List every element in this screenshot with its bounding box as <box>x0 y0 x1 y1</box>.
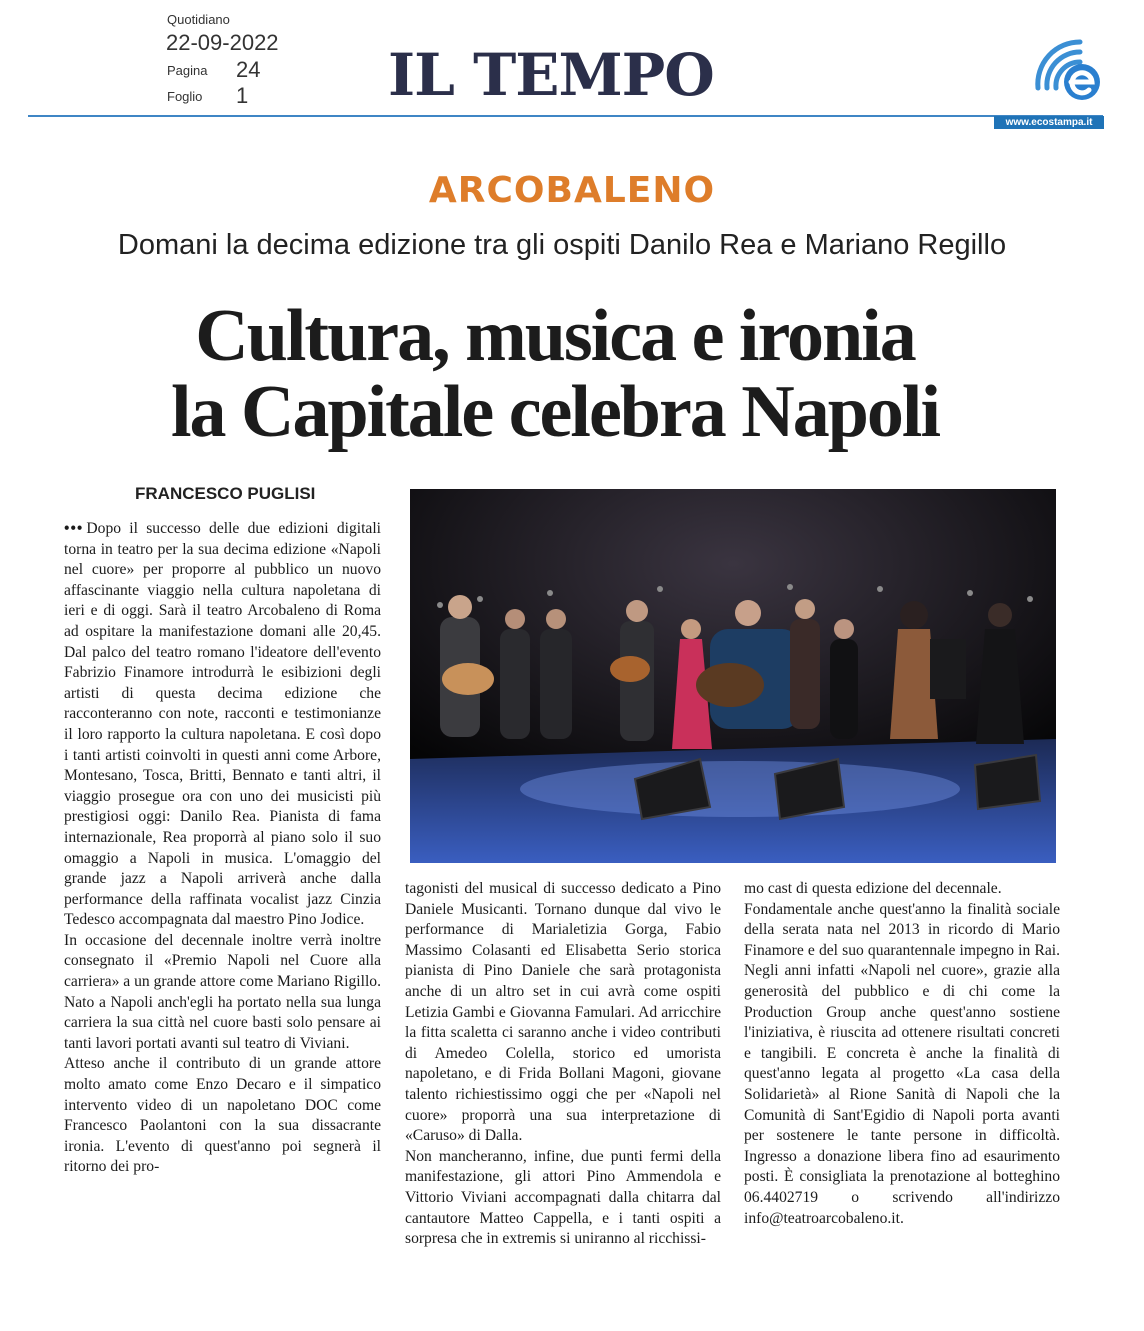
publication-date: 22-09-2022 <box>166 30 279 55</box>
sheet-label: Foglio <box>167 89 203 104</box>
headline-line-1: Cultura, musica e ironia <box>195 295 915 377</box>
paragraph-text: Dopo il successo delle due edizioni digitali torna in teatro per la sua decima edizione «Napoli nel cuore» per proporre al pubblico un nuovo affascinante viaggio nella cultura napoletana di ieri e di oggi. Sarà il teatro Arcobaleno di Roma ad ospitare la manifestazione domani alle 20,45. Dal palco del teatro romano l'ideatore dell'evento Fabrizio Finamore introdurrà le esibizioni degli artisti di questa decima edizione che racconteranno con note, racconti e testimonianze il loro rapporto la cultura napoletana. E così dopo i tanti artisti coinvolti in questi anni come Arbore, Montesano, Tosca, Britti, Bennato e tanti altri, il viaggio prosegue ora con uno dei musicisti più prestigiosi oggi: Danilo Rea. Pianista di fama internazionale, Rea proporrà al piano solo il suo omaggio a Napoli in musica. L'omaggio del grande jazz a Napoli arriverà anche dalla performance della raffinata vocalist jazz Cinzia Tedesco accompagnata dal maestro Pino Jodice. <box>64 520 381 929</box>
paragraph: Atteso anche il contributo di un grande attore molto amato come Enzo Decaro e il simpatico intervento video di un napoletano DOC come Francesco Paolantoni con la sua dissacrante ironia. L'evento di quest'anno poi segnerà il ritorno dei pro- <box>64 1055 381 1176</box>
article-kicker: ARCOBALENO <box>428 170 716 211</box>
sheet-number: 1 <box>236 83 249 108</box>
page-number: 24 <box>236 57 261 82</box>
article-subtitle: Domani la decima edizione tra gli ospiti Danilo Rea e Mariano Regillo <box>117 229 1007 261</box>
article-column-1 <box>64 519 381 1299</box>
paragraph: mo cast di questa edizione del decennale. <box>744 880 1002 897</box>
paragraph: Non mancheranno, infine, due punti fermi della manifestazione, gli attori Pino Ammendola e Vittorio Viviani accompagnati dalla chitarra dal cantautore Matteo Cappella, e i tanti ospiti a sorpresa che in extremis si uniranno al ricchissi- <box>405 1147 721 1248</box>
newspaper-masthead: IL TEMPO <box>388 41 714 109</box>
byline: FRANCESCO PUGLISI <box>135 484 316 503</box>
concert-stage-photo <box>410 489 1056 863</box>
article-column-3 <box>744 879 1060 1299</box>
paragraph: In occasione del decennale inoltre verrà inoltre consegnato il «Premio Napoli nel Cuore alla carriera» a un grande attore come Mariano Rigillo. Nato a Napoli anch'egli ha portato nella sua lunga carriera la sua città nel cuore basti solo pensare ai tanti lavori portati avanti sul teatro di Viviani. <box>64 931 381 1052</box>
ecostampa-url: www.ecostampa.it <box>994 116 1104 129</box>
headline-line-2: la Capitale celebra Napoli <box>170 371 940 453</box>
paragraph: tagonisti del musical di successo dedicato a Pino Daniele Musicanti. Tornano dunque dal vivo le performance di Marialetizia Gorga, Fabio Massimo Colasanti ed Elisabetta Serio storica pianista di Pino Daniele che sarà protagonista anche di un altro set in cui avrà come ospiti Letizia Gambi e Giovanna Famulari. Ad arricchire la fitta scaletta ci saranno anche i video contributi di Amedeo Colella, storico ed umorista napoletano, e di Frida Bollani Magoni, giovane talento richiestissimo oggi che per «Napoli nel cuore» proporrà una sua interpretazione di «Caruso» di Dalla. <box>405 880 721 1145</box>
header-rule <box>28 115 1103 117</box>
lead-marker: ••• <box>64 520 84 537</box>
ecostampa-logo-icon <box>1032 30 1104 106</box>
page-label: Pagina <box>167 63 208 78</box>
article-column-2 <box>405 879 721 1299</box>
paragraph <box>64 519 381 931</box>
publication-type: Quotidiano <box>167 12 230 27</box>
paragraph: Fondamentale anche quest'anno la finalità sociale della serata nata nel 2013 in ricordo di Mario Finamore e del suo quarantennale impegno in Rai. Negli anni infatti «Napoli nel cuore», grazie alla generosità del pubblico e di chi come la Production Group anche quest'anno sostiene l'iniziativa, è riuscita ad ottenere risultati concreti e tangibili. E concreta è anche la finalità di quest'anno legata al progetto «La casa della Solidarietà» al Rione Sanità di Napoli che la Comunità di Sant'Egidio di Napoli porta avanti per sostenere le tante persone in difficoltà. Ingresso a donazione libera fino ad esaurimento posti. È consigliata la prenotazione al botteghino 06.4402719 o scrivendo all'indirizzo info@teatroarcobaleno.it. <box>744 900 1060 1227</box>
